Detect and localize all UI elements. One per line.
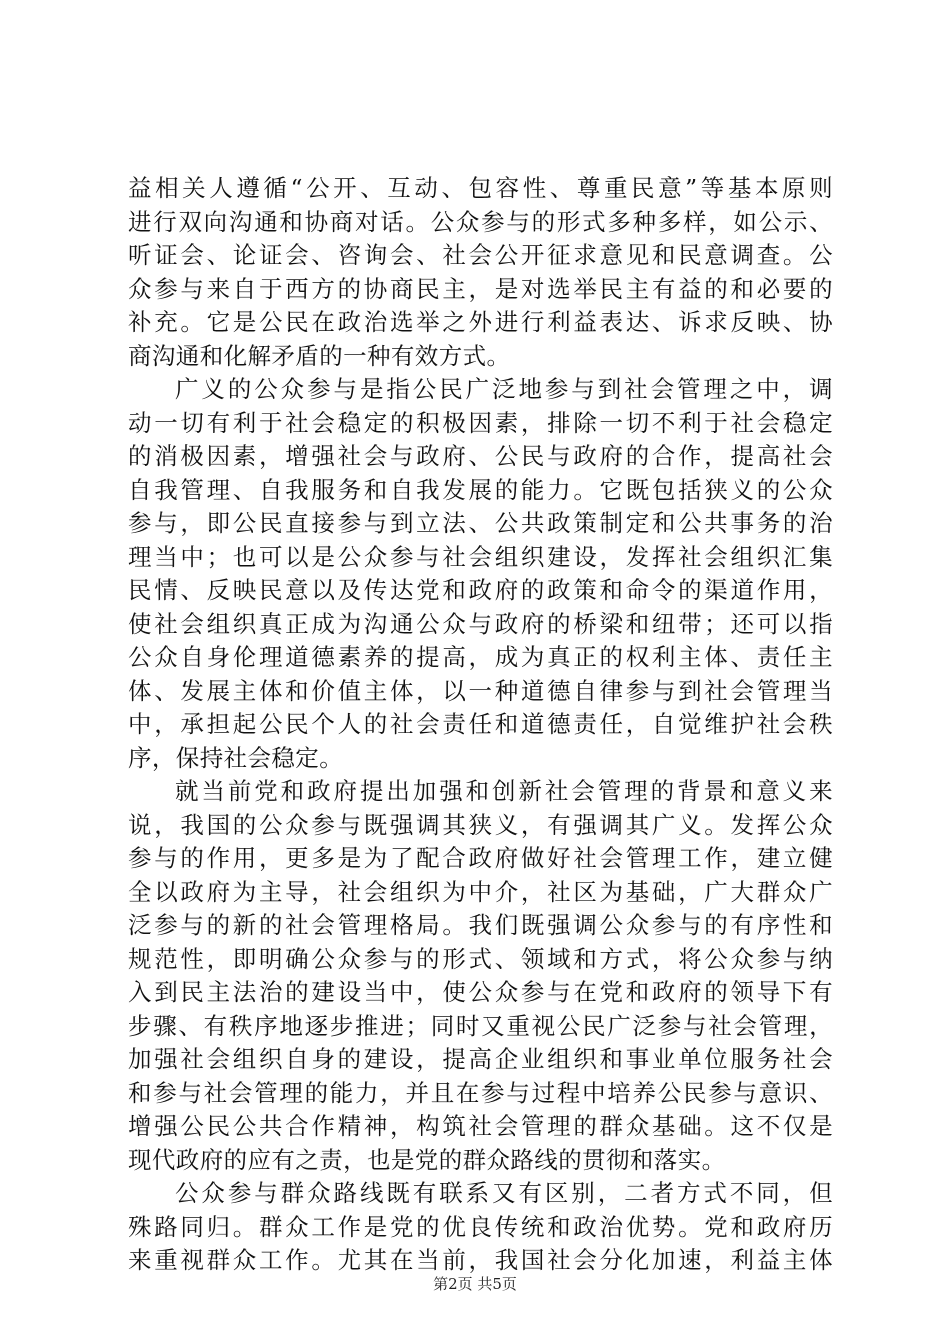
paragraph: [128, 775, 833, 1177]
text-line: 参与的作用，更多是为了配合政府做好社会管理工作，建立健: [128, 844, 833, 872]
text-line: 全以政府为主导，社会组织为中介，社区为基础，广大群众广: [128, 877, 833, 906]
paragraph: [128, 373, 833, 775]
text-line: 公众自身伦理道德素养的提高，成为真正的权利主体、责任主: [128, 643, 833, 671]
text-line: 入到民主法治的建设当中，使公众参与在党和政府的领导下有: [128, 978, 833, 1006]
text-line: 理当中；也可以是公众参与社会组织建设，发挥社会组织汇集: [128, 542, 833, 571]
text-line: 众参与来自于西方的协商民主，是对选举民主有益的和必要的: [128, 274, 833, 303]
text-line: 听证会、论证会、咨询会、社会公开征求意见和民意调查。公: [128, 241, 833, 269]
text-line: 体、发展主体和价值主体，以一种道德自律参与到社会管理当: [128, 676, 833, 705]
text-line: 使社会组织真正成为沟通公众与政府的桥梁和纽带；还可以指: [128, 609, 833, 638]
text-line: 动一切有利于社会稳定的积极因素，排除一切不利于社会稳定: [128, 408, 833, 437]
text-line: 现代政府的应有之责，也是党的群众路线的贯彻和落实。: [128, 1145, 726, 1174]
text-line: 就当前党和政府提出加强和创新社会管理的背景和意义来: [175, 777, 833, 805]
paragraph: [128, 1177, 833, 1278]
text-line: 的消极因素，增强社会与政府、公民与政府的合作，提高社会: [128, 442, 833, 470]
text-line: 补充。它是公民在政治选举之外进行利益表达、诉求反映、协: [128, 308, 833, 336]
text-line: 益相关人遵循“公开、互动、包容性、尊重民意”等基本原则: [128, 174, 833, 202]
text-line: 加强社会组织自身的建设，提高企业组织和事业单位服务社会: [128, 1045, 833, 1073]
text-line: 中，承担起公民个人的社会责任和道德责任，自觉维护社会秩: [128, 710, 833, 738]
text-line: 泛参与的新的社会管理格局。我们既强调公众参与的有序性和: [128, 911, 833, 939]
text-line: 来重视群众工作。尤其在当前，我国社会分化加速，利益主体: [128, 1246, 833, 1274]
text-line: 说，我国的公众参与既强调其狭义，有强调其广义。发挥公众: [128, 810, 833, 839]
text-line: 参与，即公民直接参与到立法、公共政策制定和公共事务的治: [128, 509, 833, 537]
page-number-footer: 第2页 共5页: [433, 1275, 517, 1293]
text-line: 自我管理、自我服务和自我发展的能力。它既包括狭义的公众: [128, 475, 833, 504]
document-body: [128, 172, 833, 1278]
text-line: 规范性，即明确公众参与的形式、领域和方式，将公众参与纳: [128, 944, 833, 973]
text-line: 步骤、有秩序地逐步推进；同时又重视公民广泛参与社会管理，: [128, 1011, 833, 1040]
text-line: 广义的公众参与是指公民广泛地参与到社会管理之中，调: [175, 375, 833, 403]
text-line: 序，保持社会稳定。: [128, 743, 344, 772]
text-line: 商沟通和化解矛盾的一种有效方式。: [128, 341, 511, 370]
text-line: 增强公民公共合作精神，构筑社会管理的群众基础。这不仅是: [128, 1112, 833, 1140]
text-line: 进行双向沟通和协商对话。公众参与的形式多种多样，如公示、: [128, 207, 833, 236]
text-line: 和参与社会管理的能力，并且在参与过程中培养公民参与意识、: [128, 1078, 833, 1107]
text-line: 民情、反映民意以及传达党和政府的政策和命令的渠道作用，: [128, 576, 833, 604]
text-line: 殊路同归。群众工作是党的优良传统和政治优势。党和政府历: [128, 1212, 833, 1241]
paragraph: [128, 172, 833, 373]
text-line: 公众参与群众路线既有联系又有区别，二者方式不同，但: [175, 1179, 833, 1207]
